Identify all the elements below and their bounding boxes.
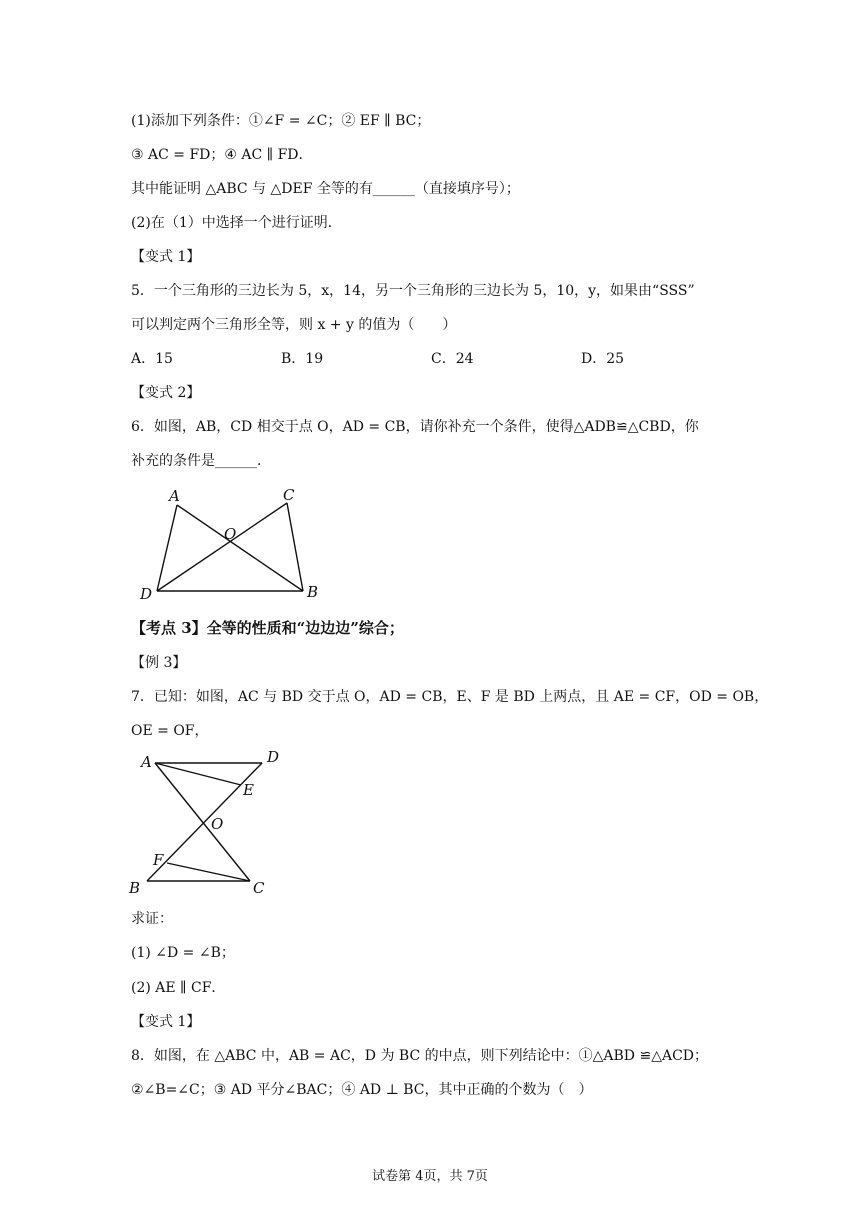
label-d: D <box>267 748 280 766</box>
question-8: 8．如图，在 △ABC 中，AB = AC，D 为 BC 的中点，则下列结论中：①△ABD ≌△ACD； <box>131 1048 709 1064</box>
label-c: C <box>253 879 265 897</box>
topic-heading: 【考点 3】全等的性质和“边边边”综合； <box>131 619 404 637</box>
label-a: A <box>141 753 152 771</box>
label-e: E <box>243 781 254 799</box>
figure-aedofbc <box>125 745 295 900</box>
text-line: 其中能证明 △ABC 与 △DEF 全等的有______（直接填序号）； <box>131 181 520 197</box>
text-line: (2) AE ∥ CF． <box>131 980 226 996</box>
text-line: (2)在（1）中选择一个进行证明． <box>131 215 342 231</box>
answer-options <box>131 350 691 368</box>
text-line: (1)添加下列条件：①∠F = ∠C；② EF ∥ BC； <box>131 113 431 129</box>
section-label: 【例 3】 <box>131 655 187 671</box>
label-c: C <box>283 486 295 504</box>
text-line: 可以判定两个三角形全等，则 x + y 的值为（ ） <box>131 317 457 333</box>
question-6: 6．如图，AB，CD 相交于点 O，AD = CB，请你补充一个条件，使得△ADB≌△CBD，你 <box>131 419 699 435</box>
label-o: O <box>211 815 224 833</box>
section-label: 【变式 1】 <box>131 249 201 265</box>
text-line: 求证： <box>131 911 173 927</box>
label-o: O <box>224 525 237 543</box>
text-line: (1) ∠D = ∠B； <box>131 945 235 961</box>
question-7: 7．已知：如图，AC 与 BD 交于点 O，AD = CB，E、F 是 BD 上两点，且 AE = CF，OD = OB， <box>131 689 769 705</box>
option-c: C．24 <box>431 351 474 367</box>
text-line: OE = OF， <box>131 723 209 739</box>
section-label: 【变式 1】 <box>131 1014 201 1030</box>
section-label: 【变式 2】 <box>131 385 201 401</box>
figure-abcd-crossing <box>135 485 335 605</box>
label-d: D <box>140 585 153 603</box>
text-line: 补充的条件是______． <box>131 453 271 469</box>
option-d: D．25 <box>581 351 625 367</box>
label-f: F <box>153 851 164 869</box>
label-a: A <box>169 487 180 505</box>
text-line: ③ AC = FD；④ AC ∥ FD． <box>131 147 313 163</box>
option-b: B．19 <box>281 351 324 367</box>
option-a: A．15 <box>131 351 173 367</box>
page-footer: 试卷第 4页，共 7页 <box>372 1169 488 1184</box>
label-b: B <box>307 583 319 601</box>
text-line: ②∠B=∠C；③ AD 平分∠BAC；④ AD ⊥ BC，其中正确的个数为（ ） <box>131 1082 593 1098</box>
question-5: 5．一个三角形的三边长为 5，x，14，另一个三角形的三边长为 5，10，y，如果由“SSS” <box>131 283 695 299</box>
label-b: B <box>129 879 141 897</box>
